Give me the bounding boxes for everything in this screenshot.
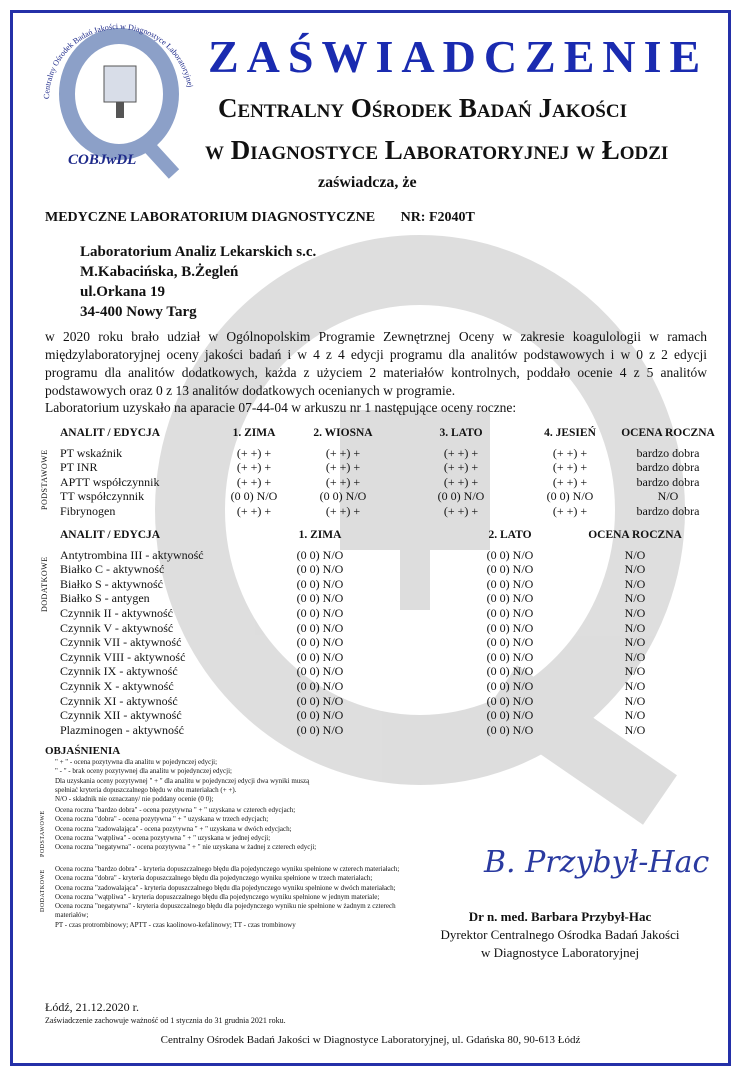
explanations-general bbox=[55, 758, 455, 804]
extra-side-label: DODATKOWE bbox=[40, 556, 49, 612]
table-row bbox=[60, 504, 740, 518]
table-cell: (+ +) + bbox=[443, 445, 479, 460]
validity-text: Zaświadczenie zachowuje ważność od 1 stycznia do 31 grudnia 2021 roku. bbox=[45, 1016, 286, 1025]
column-header: ANALIT / EDYCJA bbox=[60, 427, 161, 439]
signer-role: Dyrektor Centralnego Ośrodka Badań Jakości bbox=[440, 927, 680, 942]
explanation-line: PT - czas protrombinowy; APTT - czas kaolinowo-kefalinowy; TT - czas trombinowy bbox=[55, 920, 296, 929]
explanation-line: materiałów; bbox=[55, 911, 89, 920]
signer-role: w Diagnostyce Laboratoryjnej bbox=[480, 945, 640, 960]
table-cell: N/O bbox=[624, 562, 646, 577]
table-cell: (+ +) + bbox=[236, 474, 272, 489]
table-cell: (+ +) + bbox=[236, 460, 272, 475]
explanations-basic bbox=[55, 806, 455, 852]
page-title: ZAŚWIADCZENIE bbox=[208, 31, 709, 82]
table-cell: (0 0) N/O bbox=[296, 664, 344, 679]
table-cell: (0 0) N/O bbox=[296, 693, 344, 708]
table-cell: (0 0) N/O bbox=[296, 679, 344, 693]
signer-name: Dr n. med. Barbara Przybył-Hac bbox=[468, 909, 652, 924]
lab-number: NR: F2040T bbox=[400, 210, 475, 225]
analyte-name: Antytrombina III - aktywność bbox=[60, 547, 204, 562]
table-cell: N/O bbox=[657, 489, 679, 504]
table-cell: N/O bbox=[624, 722, 646, 737]
table-row bbox=[60, 606, 740, 620]
logo-ring-text: Centralny Ośrodek Badań Jakości w Diagnostyce Laboratoryjnej bbox=[41, 21, 195, 100]
results-intro: Laboratorium uzyskało na aparacie 07-44-04 w arkuszu nr 1 następujące oceny roczne: bbox=[45, 400, 517, 415]
explanation-line: Dla uzyskania oceny pozytywnej " + " dla analitu w pojedynczej edycji dwa wyniki muszą bbox=[55, 776, 310, 785]
table-cell: N/O bbox=[624, 576, 646, 591]
table-cell: (+ +) + bbox=[443, 504, 479, 518]
table-row bbox=[60, 708, 740, 722]
table-cell: (0 0) N/O bbox=[296, 576, 344, 591]
expl-extra-side-label: DODATKOWE bbox=[40, 869, 46, 912]
table-row bbox=[60, 635, 740, 649]
column-header: 1. ZIMA bbox=[298, 529, 342, 541]
table-row bbox=[60, 694, 740, 708]
table-cell: (0 0) N/O bbox=[486, 562, 534, 577]
table-cell: N/O bbox=[624, 620, 646, 635]
address-line: 34-400 Nowy Targ bbox=[80, 304, 197, 320]
table-cell: (+ +) + bbox=[236, 504, 272, 518]
address-line: Laboratorium Analiz Lekarskich s.c. bbox=[80, 244, 317, 260]
table-cell: (+ +) + bbox=[552, 445, 588, 460]
table-cell: (0 0) N/O bbox=[486, 606, 534, 620]
analyte-name: Białko C - aktywność bbox=[60, 562, 165, 577]
analyte-name: TT współczynnik bbox=[60, 489, 145, 504]
table-cell: N/O bbox=[624, 693, 646, 708]
table-cell: N/O bbox=[624, 649, 646, 664]
table-cell: N/O bbox=[624, 664, 646, 679]
analyte-name: Plazminogen - aktywność bbox=[60, 722, 184, 737]
table-cell: (+ +) + bbox=[443, 474, 479, 489]
table-cell: (0 0) N/O bbox=[296, 635, 344, 650]
table-cell: bardzo dobra bbox=[636, 445, 700, 460]
table-cell: (+ +) + bbox=[325, 474, 361, 489]
table-cell: (0 0) N/O bbox=[486, 649, 534, 664]
analyte-name: PT INR bbox=[60, 460, 98, 475]
explanation-line: spełniać kryteria dopuszczalnego błędu w obu materiałach (+ +). bbox=[55, 785, 237, 794]
lab-address bbox=[80, 242, 316, 322]
analyte-name: Czynnik II - aktywność bbox=[60, 606, 173, 620]
analyte-name: Czynnik XI - aktywność bbox=[60, 693, 178, 708]
column-header: ANALIT / EDYCJA bbox=[60, 529, 161, 541]
analyte-name: Czynnik X - aktywność bbox=[60, 679, 174, 693]
explanation-line: Ocena roczna "negatywna" - kryteria dopuszczalnego błędu dla pojedynczego wyniku nie spełnione w żadnym z czterech bbox=[55, 902, 396, 911]
table-row bbox=[60, 621, 740, 635]
table-row bbox=[60, 664, 740, 678]
analyte-name: APTT współczynnik bbox=[60, 474, 160, 489]
explanation-line: Ocena roczna "dobra" - kryteria dopuszczalnego błędu dla pojedynczego wyniku spełnione w trzech materiałach; bbox=[55, 874, 373, 883]
address-line: M.Kabacińska, B.Żegleń bbox=[80, 264, 239, 280]
table-cell: N/O bbox=[624, 591, 646, 606]
analyte-name: Czynnik V - aktywność bbox=[60, 620, 174, 635]
table-cell: N/O bbox=[624, 635, 646, 650]
table-cell: (0 0) N/O bbox=[296, 620, 344, 635]
explanation-line: Ocena roczna "wątpliwa" - ocena pozytywna " + " uzyskana w jednej edycji; bbox=[55, 833, 271, 842]
signer-block bbox=[420, 908, 700, 962]
table-cell: (0 0) N/O bbox=[486, 693, 534, 708]
explanation-line: " - " - brak oceny pozytywnej dla analitu w pojedynczej edycji; bbox=[55, 767, 232, 776]
table-cell: (0 0) N/O bbox=[296, 708, 344, 723]
table-cell: (+ +) + bbox=[325, 504, 361, 518]
table-cell: (0 0) N/O bbox=[296, 591, 344, 606]
explanation-line: Ocena roczna "dobra" - ocena pozytywna " + " uzyskana w trzech edycjach; bbox=[55, 815, 269, 824]
table-cell: (0 0) N/O bbox=[296, 562, 344, 577]
table-cell: (0 0) N/O bbox=[296, 722, 344, 737]
table-row bbox=[60, 460, 740, 474]
explanation-line: Ocena roczna "negatywna" - ocena pozytywna " + " nie uzyskana w żadnej z czterech edycji; bbox=[55, 843, 317, 852]
table-cell: (0 0) N/O bbox=[230, 489, 278, 504]
explanation-line: Ocena roczna "wątpliwa" - kryteria dopuszczalnego błędu dla pojedynczego wyniku spełnione w jednym materiale; bbox=[55, 892, 380, 901]
analyte-name: Białko S - aktywność bbox=[60, 576, 163, 591]
footer-address: Centralny Ośrodek Badań Jakości w Diagnostyce Laboratoryjnej, ul. Gdańska 80, 90-613 Łódź bbox=[160, 1034, 581, 1046]
table-row bbox=[60, 475, 740, 489]
lab-type-row bbox=[45, 210, 475, 226]
table-cell: (0 0) N/O bbox=[296, 547, 344, 562]
table-cell: N/O bbox=[624, 708, 646, 723]
column-header: OCENA ROCZNA bbox=[588, 529, 682, 541]
address-line: ul.Orkana 19 bbox=[80, 284, 166, 300]
column-header: 2. LATO bbox=[488, 529, 532, 541]
analyte-name: Fibrynogen bbox=[60, 504, 116, 518]
analyte-name: Czynnik VIII - aktywność bbox=[60, 649, 186, 664]
table-cell: bardzo dobra bbox=[636, 460, 700, 475]
table-cell: (+ +) + bbox=[443, 460, 479, 475]
table-cell: (+ +) + bbox=[325, 445, 361, 460]
column-header: OCENA ROCZNA bbox=[621, 427, 715, 439]
analyte-name: PT wskaźnik bbox=[60, 445, 123, 460]
analyte-name: Białko S - antygen bbox=[60, 591, 150, 606]
table-cell: (0 0) N/O bbox=[486, 576, 534, 591]
column-header: 4. JESIEŃ bbox=[544, 427, 596, 439]
expl-basic-side-label: PODSTAWOWE bbox=[40, 810, 46, 857]
issue-date: Łódź, 21.12.2020 r. bbox=[45, 1000, 139, 1014]
table-cell: (0 0) N/O bbox=[319, 489, 367, 504]
table-header-row bbox=[60, 427, 740, 441]
handwritten-signature bbox=[480, 832, 710, 892]
analyte-name: Czynnik VII - aktywność bbox=[60, 635, 182, 650]
table-cell: (+ +) + bbox=[552, 504, 588, 518]
table-row bbox=[60, 679, 740, 693]
table-cell: (0 0) N/O bbox=[486, 664, 534, 679]
lab-type: MEDYCZNE LABORATORIUM DIAGNOSTYCZNE bbox=[45, 210, 376, 225]
table-cell: (0 0) N/O bbox=[486, 547, 534, 562]
table-row bbox=[60, 723, 740, 737]
table-cell: N/O bbox=[624, 547, 646, 562]
explanation-line: " + " - ocena pozytywna dla analitu w pojedynczej edycji; bbox=[55, 758, 218, 766]
certifies-text: zaświadcza, że bbox=[318, 174, 417, 191]
org-name-line2: w Diagnostyce Laboratoryjnej w Łodzi bbox=[205, 135, 669, 165]
table-row bbox=[60, 446, 740, 460]
table-cell: bardzo dobra bbox=[636, 504, 700, 518]
table-row bbox=[60, 548, 740, 562]
table-cell: (0 0) N/O bbox=[486, 620, 534, 635]
table-row bbox=[60, 650, 740, 664]
table-cell: (+ +) + bbox=[552, 474, 588, 489]
explanation-line: Ocena roczna "bardzo dobra" - ocena pozytywna " + " uzyskana w czterech edycjach; bbox=[55, 806, 296, 814]
table-row bbox=[60, 489, 740, 503]
basic-side-label: PODSTAWOWE bbox=[40, 449, 49, 510]
table-cell: (0 0) N/O bbox=[486, 679, 534, 693]
table-cell: (0 0) N/O bbox=[437, 489, 485, 504]
table-row bbox=[60, 577, 740, 591]
explanation-line: Ocena roczna "zadowalająca" - ocena pozytywna " + " uzyskana w dwóch edycjach; bbox=[55, 824, 292, 833]
table-cell: (+ +) + bbox=[325, 460, 361, 475]
table-cell: (0 0) N/O bbox=[296, 606, 344, 620]
table-cell: (0 0) N/O bbox=[546, 489, 594, 504]
explanation-line: Ocena roczna "zadowalająca" - kryteria dopuszczalnego błędu dla pojedynczego wyniku spełnione w dwóch materiałach; bbox=[55, 883, 396, 892]
table-cell: N/O bbox=[624, 606, 646, 620]
table-cell: (0 0) N/O bbox=[486, 708, 534, 723]
table-row bbox=[60, 562, 740, 576]
table-cell: bardzo dobra bbox=[636, 474, 700, 489]
column-header: 2. WIOSNA bbox=[313, 427, 373, 439]
explanations-extra bbox=[55, 865, 435, 930]
logo-text: COBJwDL bbox=[68, 152, 137, 168]
table-cell: N/O bbox=[624, 679, 646, 693]
table-row bbox=[60, 591, 740, 605]
table-cell: (0 0) N/O bbox=[486, 635, 534, 650]
table-cell: (+ +) + bbox=[552, 460, 588, 475]
table-header-row bbox=[60, 529, 740, 543]
svg-text:B. Przybył-Hac: B. Przybył-Hac bbox=[484, 845, 710, 880]
analyte-name: Czynnik XII - aktywność bbox=[60, 708, 182, 723]
explanations-title: OBJAŚNIENIA bbox=[45, 745, 121, 757]
participation-text: w 2020 roku brało udział w Ogólnopolskim Programie Zewnętrznej Oceny w zakresie koagulologii w ramach międzylaboratoryjnej oceny jakości badań i w 4 z 4 edycji programu dla analitów podstawowych i w 0 z 2 edycji programu dla analitów dodatkowych, każda z użyciem 2 materiałów kontrolnych, poddało ocenie 4 z 5 analitów podstawowych oraz 0 z 13 analitów dodatkowych ocenianych w programie. bbox=[45, 329, 707, 398]
explanation-line: Ocena roczna "bardzo dobra" - kryteria dopuszczalnego błędu dla pojedynczego wyniku spełnione w czterech materiałach; bbox=[55, 865, 400, 873]
table-cell: (0 0) N/O bbox=[486, 591, 534, 606]
table-cell: (0 0) N/O bbox=[486, 722, 534, 737]
column-header: 3. LATO bbox=[439, 427, 483, 439]
column-header: 1. ZIMA bbox=[232, 427, 276, 439]
table-cell: (+ +) + bbox=[236, 445, 272, 460]
table-cell: (0 0) N/O bbox=[296, 649, 344, 664]
org-name-line1: Centralny Ośrodek Badań Jakości bbox=[218, 93, 627, 123]
explanation-line: N/O - składnik nie oznaczany/ nie poddany ocenie (0 0); bbox=[55, 795, 214, 804]
analyte-name: Czynnik IX - aktywność bbox=[60, 664, 178, 679]
